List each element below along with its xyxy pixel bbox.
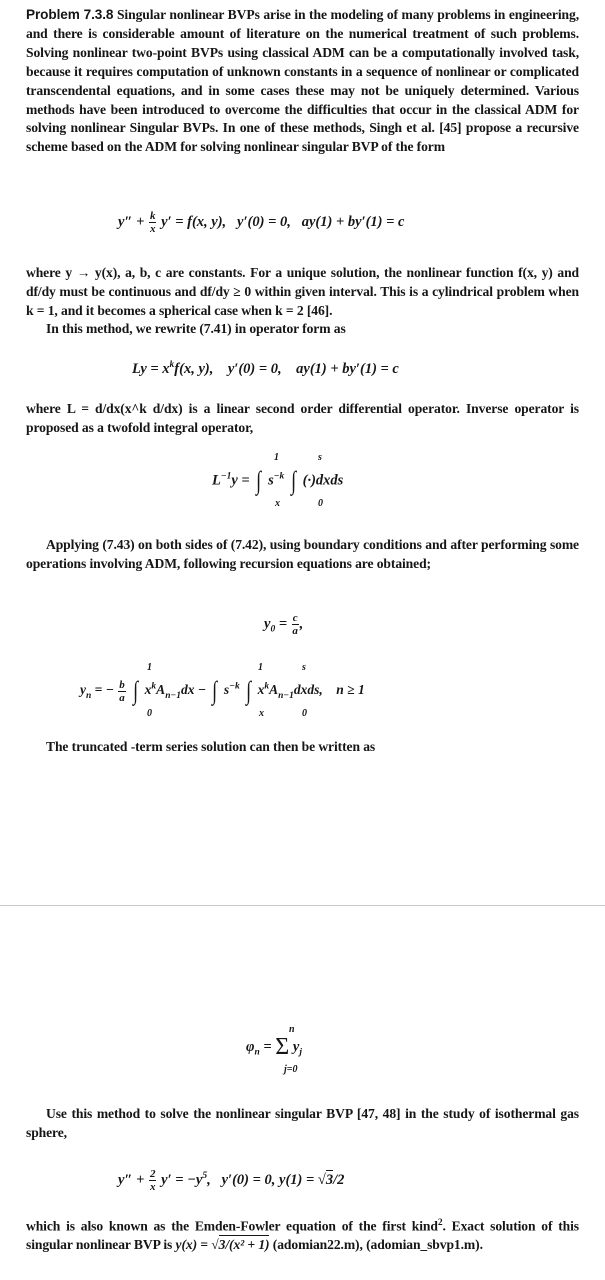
eq5-term1-sub: n−1: [165, 690, 181, 701]
eq5-lower-limit-2: x: [259, 708, 264, 719]
paragraph-inverse-operator-text: where L = d/dx(x^k d/dx) is a linear second order differential operator. Inverse operator is proposed as a twofold integral operator,: [26, 401, 579, 435]
eq2-bc2: ay(1) + by′(1) = c: [296, 360, 399, 377]
equation-series: [246, 1024, 302, 1075]
paragraph-truncated: [26, 738, 579, 757]
eq7-sqrt-arg: 3: [325, 1171, 334, 1188]
eq7-frac-den: x: [149, 1181, 156, 1193]
eq2-rest: f(x, y),: [174, 360, 214, 377]
eq1-bc2: ay(1) + by′(1) = c: [301, 213, 405, 230]
paragraph-use-method: [26, 1105, 579, 1143]
paragraph-operator-intro: [26, 320, 579, 339]
eq3-lower-limit-1: x: [275, 498, 280, 509]
eq5-term1: x: [144, 682, 152, 698]
eq5-term1-tail: dx −: [180, 682, 207, 698]
eq5-fraction: [118, 679, 126, 704]
eq4-fraction: [292, 612, 299, 637]
eq1-frac-den: x: [149, 223, 156, 235]
eq7-fraction: [149, 1168, 157, 1193]
paragraph-applying: [26, 536, 579, 574]
eq5-term2-b: A: [269, 682, 279, 698]
paragraph-conditions-text: where y → y(x), a, b, c are constants. For a unique solution, the nonlinear function f(x, y) and df/dy must be continuous and df/dy ≥ 0 within given interval. This is a cylindrical problem when k = 1, and it becomes a spherical case when k = 2 [46].: [26, 265, 579, 318]
integral-sign-2: ∫: [290, 466, 296, 495]
eq6-lhs: φ: [246, 1038, 255, 1055]
eq5-sub: n: [86, 690, 92, 701]
summation-sign: Σ: [275, 1034, 290, 1060]
eq3-lhs-sup: −1: [220, 471, 232, 482]
page-divider: [0, 905, 605, 906]
eq6-sub: n: [254, 1047, 260, 1058]
eq1-lhs-a: y″ +: [118, 213, 145, 230]
eq7-c: ,: [207, 1171, 211, 1188]
eq4-lhs: y: [264, 615, 271, 632]
eq1-bc1: y′(0) = 0,: [237, 213, 291, 230]
problem-number: Problem 7.3.8: [26, 7, 114, 22]
eq7-frac-num: 2: [149, 1168, 156, 1180]
eq5-term2-tail: dxds,: [293, 682, 323, 698]
equation-bvp-form: [118, 210, 404, 235]
eq5-term1-sup: k: [151, 681, 157, 692]
eq6-term-sub: j: [299, 1047, 302, 1058]
eq1-frac-num: k: [149, 210, 156, 222]
eq3-lower-limit-2: 0: [318, 498, 323, 509]
eq4-tail: ,: [299, 615, 304, 632]
paragraph-use-method-text: Use this method to solve the nonlinear singular BVP [47, 48] in the study of isothermal gas sphere,: [26, 1106, 579, 1140]
eq5-condition: n ≥ 1: [336, 682, 365, 698]
eq6-lower-limit: j=0: [284, 1064, 298, 1075]
integral-sign-1: ∫: [256, 466, 262, 495]
eq5-upper-limit-2: 1: [258, 662, 263, 673]
eq7-bc1: y′(0) = 0,: [221, 1171, 276, 1188]
eq7-a: y″ +: [118, 1171, 145, 1188]
eq6-eqs: =: [263, 1038, 272, 1055]
sqrt-sign: √: [317, 1171, 326, 1188]
eq5-term2: x: [257, 682, 265, 698]
paragraph-conditions: [26, 264, 579, 321]
exact-solution-sqrt-arg: 3/(x² + 1): [218, 1237, 270, 1253]
equation-operator-form: [132, 360, 399, 378]
eq4-eqs: =: [278, 615, 288, 632]
eq3-tail: (·)dxds: [302, 472, 344, 489]
eq5-lower-limit-3: 0: [302, 708, 307, 719]
equation-y0: [264, 612, 303, 637]
eq5-eqs: = −: [94, 682, 114, 698]
paragraph-exact-solution-c: (adomian22.m), (adomian_sbvp1.m).: [272, 1237, 483, 1253]
eq5-term1-b: A: [156, 682, 166, 698]
paragraph-applying-text: Applying (7.43) on both sides of (7.42), using boundary conditions and after performing some operations involving ADM, following recursion equations are obtained;: [26, 537, 579, 571]
exact-solution-eq: y(x) =: [175, 1237, 208, 1253]
eq2-bc1: y′(0) = 0,: [227, 360, 282, 377]
eq1-lhs-b: y′ = f(x, y),: [161, 213, 227, 230]
eq6-upper-limit: n: [289, 1024, 295, 1035]
eq4-sub: 0: [270, 624, 276, 635]
paragraph-operator-intro-text: In this method, we rewrite (7.41) in operator form as: [46, 321, 346, 336]
eq6-term: y: [292, 1038, 300, 1055]
paragraph-exact-solution-a: which is also known as the Emden-Fowler equation of the first kind: [26, 1218, 438, 1234]
problem-intro-paragraph: [26, 6, 579, 157]
equation-recursion: [80, 662, 365, 719]
eq3-mid-sup: −k: [273, 471, 285, 482]
eq4-frac-num: c: [292, 612, 298, 624]
paragraph-inverse-operator: [26, 400, 579, 438]
eq3-lhs: L: [212, 472, 221, 489]
equation-emden-fowler: [118, 1168, 344, 1193]
eq5-frac-num: b: [119, 678, 125, 691]
eq3-upper-limit-2: s: [318, 452, 322, 463]
eq7-b: y′ = −y: [161, 1171, 203, 1188]
eq4-frac-den: a: [292, 625, 298, 637]
eq3-upper-limit-1: 1: [274, 452, 279, 463]
eq3-lhs-b: y =: [231, 472, 250, 489]
eq5-mid-sup: −k: [229, 681, 240, 692]
paragraph-exact-solution: [26, 1214, 579, 1255]
paragraph-truncated-text: The truncated -term series solution can then be written as: [46, 739, 376, 754]
eq7-bc2: y(1) =: [279, 1171, 315, 1188]
problem-intro-text: Singular nonlinear BVPs arise in the modeling of many problems in engineering, and there is considerable amount of literature on the numerical treatment of such problems. Solving nonlinear two-point BVPs using classical ADM can be a computationally involved task, because it requires computation of unknown constants in a sequence of nonlinear or complicated transcendental equations, and in some cases these may not be uniquely determined. Various methods have been introduced to overcome the difficulties that occur in the classical ADM for solving nonlinear Singular BVPs. In one of these methods, Singh et al. [45] propose a recursive scheme based on the ADM for solving nonlinear singular BVP of the form: [26, 7, 579, 155]
eq5-frac-den: a: [119, 691, 125, 704]
integral-sign-4: ∫: [212, 676, 218, 705]
equation-inverse-operator: [212, 452, 344, 509]
integral-sign-5: ∫: [246, 676, 252, 705]
eq5-mid: s: [223, 682, 230, 698]
eq2-text: Ly = x: [132, 360, 170, 377]
eq5-lower-limit-1: 0: [147, 708, 152, 719]
eq7-b-sup: 5: [202, 1171, 208, 1181]
integral-sign-3: ∫: [133, 676, 139, 705]
footnote-marker: 2: [437, 1218, 443, 1228]
eq5-term2-sup: k: [264, 681, 270, 692]
paragraph-exact-solution-b: . Exact solution of this singular nonlinear BVP is: [26, 1218, 579, 1253]
sqrt-sign-2: √: [211, 1237, 219, 1253]
eq5-upper-limit-1: 1: [147, 662, 152, 673]
eq5-upper-limit-3: s: [302, 662, 306, 673]
eq3-mid: s: [268, 472, 274, 489]
eq5-lhs: y: [80, 682, 86, 698]
eq1-fraction: [149, 210, 157, 235]
eq2-sup: k: [169, 360, 175, 370]
eq5-term2-sub: n−1: [278, 690, 294, 701]
eq7-bc2-tail: /2: [333, 1171, 345, 1188]
